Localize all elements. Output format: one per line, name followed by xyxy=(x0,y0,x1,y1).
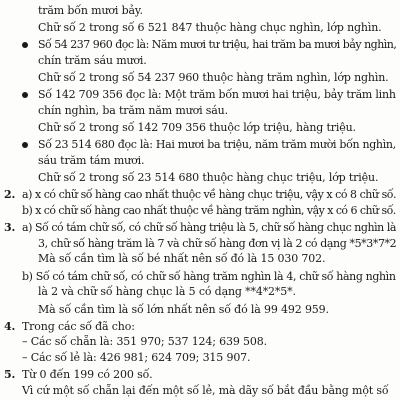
text-line: Chữ số 2 trong số 23 514 680 thuộc hàng chục triệu, lớp triệu. xyxy=(38,171,379,185)
text-line: Mà số cần tìm là số bé nhất nên số đó là 15 030 702. xyxy=(38,252,326,266)
text-line: Chữ số 2 trong số 142 709 356 thuộc lớp triệu, hàng triệu. xyxy=(38,120,356,134)
text-line: – Các số lẻ là: 426 981; 624 709; 315 907. xyxy=(22,351,251,365)
text-line: a) x có chữ số hàng cao nhất thuộc về hàng chục triệu, vậy x có 8 chữ số. xyxy=(22,188,397,202)
text-line: Vì cứ một số chẵn lại đến một số lẻ, mà dãy số bắt đầu bằng một số xyxy=(22,384,389,397)
text-line: b) Số có tám chữ số, có chữ số hàng trăm nghìn là 4, chữ số hàng nghìn xyxy=(22,269,396,283)
text-line: – Các số chẵn là: 351 970; 537 124; 639 508. xyxy=(22,335,267,349)
bullet-line: Số 23 514 680 đọc là: Hai mươi ba triệu, năm trăm mười bốn nghìn, xyxy=(38,136,396,154)
text-line: sáu trăm tám mươi. xyxy=(38,153,145,167)
section-number: 3. xyxy=(4,221,16,235)
section-number: 2. xyxy=(4,188,16,202)
text-line: trăm bốn mươi bảy. xyxy=(38,3,143,17)
text-line: chín nghìn, ba trăm năm mươi sáu. xyxy=(38,103,228,117)
section-number: 5. xyxy=(4,368,16,382)
text-line: Mà số cần tìm là số lớn nhất nên số đó là 99 492 959. xyxy=(38,302,329,316)
text-line: Từ 0 đến 199 có 200 số. xyxy=(22,368,153,382)
text-line: a) Số có tám chữ số, có chữ số hàng triệu là 5, chữ số hàng chục nghìn là xyxy=(22,221,396,235)
bullet-line: Số 54 237 960 đọc là: Năm mươi tư triệu, hai trăm ba mươi bảy nghìn, xyxy=(38,36,396,54)
text-line: là 2 và chữ số hàng chục là 5 có dạng **4*2*5*. xyxy=(38,285,296,299)
text-line: Chữ số 2 trong số 54 237 960 thuộc hàng trăm nghìn, lớp nghìn. xyxy=(38,70,389,84)
text-line: 3, chữ số hàng trăm là 7 và chữ số hàng đơn vị là 2 có dạng *5*3*7*2 xyxy=(38,236,397,250)
section-number: 4. xyxy=(4,319,16,333)
text-line: b) x có chữ số hàng cao nhất thuộc về hàng trăm nghìn, vậy x có 6 chữ số. xyxy=(22,203,396,217)
bullet-line: Số 142 709 356 đọc là: Một trăm bốn mươi hai triệu, bảy trăm linh xyxy=(38,86,396,104)
text-line: Trong các số đã cho: xyxy=(22,319,135,333)
text-line: Chữ số 2 trong số 6 521 847 thuộc hàng chục nghìn, lớp nghìn. xyxy=(38,20,382,34)
text-line: chín trăm sáu mươi. xyxy=(38,53,147,67)
